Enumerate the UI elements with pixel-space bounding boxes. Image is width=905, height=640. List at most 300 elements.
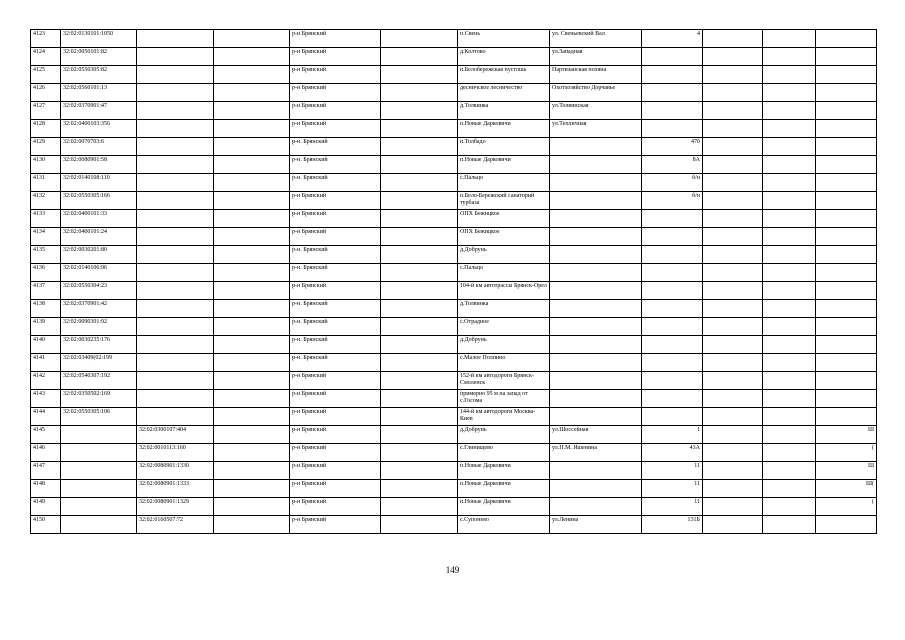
cell-house-number: 131Б	[642, 516, 703, 534]
cell-empty-col	[214, 426, 290, 444]
cell-cadastral-number-b: 32:02:0010113:160	[137, 444, 214, 462]
table-row	[31, 462, 877, 480]
cell-extra-col-2	[763, 354, 816, 372]
cell-empty-col	[214, 246, 290, 264]
cell-street	[550, 282, 642, 300]
cell-district: р-н. Брянский	[290, 174, 381, 192]
cell-house-number	[642, 372, 703, 390]
cell-empty-col-2	[381, 66, 458, 84]
cell-street: ул.П.М. Яшенина	[550, 444, 642, 462]
cell-cadastral-number-b	[137, 66, 214, 84]
cell-locality: д.Толвинка	[458, 102, 550, 120]
cell-district: р-н Брянский	[290, 84, 381, 102]
cell-extra-col-2	[763, 246, 816, 264]
cell-empty-col-2	[381, 300, 458, 318]
cell-house-number	[642, 300, 703, 318]
cell-street: Охотхозяйство Дорчавье	[550, 84, 642, 102]
cell-empty-col	[214, 372, 290, 390]
cell-extra-col-2	[763, 336, 816, 354]
cell-house-number	[642, 408, 703, 426]
cell-cadastral-number-a: 32:02:0030201:80	[61, 246, 137, 264]
cell-extra-col-1	[703, 372, 763, 390]
cell-cadastral-number-a: 32:02:0560101:13	[61, 84, 137, 102]
cell-house-number	[642, 66, 703, 84]
cell-extra-col-2	[763, 66, 816, 84]
cell-house-number	[642, 48, 703, 66]
cell-district: р-н Брянский	[290, 102, 381, 120]
table-row	[31, 246, 877, 264]
cell-street	[550, 174, 642, 192]
cell-extra-col-3	[816, 282, 877, 300]
cell-row-number: 4128	[31, 120, 61, 138]
cell-district: р-н. Брянский	[290, 264, 381, 282]
cell-locality: десничское лесничество	[458, 84, 550, 102]
cell-row-number: 4130	[31, 156, 61, 174]
table-row	[31, 84, 877, 102]
cell-row-number: 4140	[31, 336, 61, 354]
cell-empty-col	[214, 318, 290, 336]
cell-district: р-н Брянский	[290, 30, 381, 48]
cell-cadastral-number-b	[137, 282, 214, 300]
cell-empty-col	[214, 516, 290, 534]
cell-cadastral-number-a: 32:02:0030235:176	[61, 336, 137, 354]
cell-empty-col	[214, 264, 290, 282]
cell-cadastral-number-a: 32:02:0140106:96	[61, 264, 137, 282]
cell-cadastral-number-a: 32:02:0400101:24	[61, 228, 137, 246]
cell-empty-col-2	[381, 516, 458, 534]
cell-house-number: б/н	[642, 174, 703, 192]
cell-extra-col-3	[816, 264, 877, 282]
cell-house-number: 8А	[642, 156, 703, 174]
cell-extra-col-3: (	[816, 444, 877, 462]
cell-row-number: 4142	[31, 372, 61, 390]
cell-empty-col	[214, 300, 290, 318]
cell-extra-col-3	[816, 354, 877, 372]
cell-extra-col-1	[703, 300, 763, 318]
cell-empty-col	[214, 282, 290, 300]
cell-extra-col-3	[816, 318, 877, 336]
cell-locality: п.Новые Дарковичи	[458, 462, 550, 480]
cell-extra-col-3	[816, 30, 877, 48]
cell-empty-col-2	[381, 444, 458, 462]
cell-empty-col-2	[381, 408, 458, 426]
cell-cadastral-number-a	[61, 498, 137, 516]
cell-extra-col-1	[703, 498, 763, 516]
cell-row-number: 4141	[31, 354, 61, 372]
cell-extra-col-3	[816, 372, 877, 390]
cell-row-number: 4137	[31, 282, 61, 300]
cell-extra-col-3	[816, 192, 877, 210]
cell-extra-col-2	[763, 462, 816, 480]
cell-extra-col-3	[816, 210, 877, 228]
cell-row-number: 4136	[31, 264, 61, 282]
table-row	[31, 282, 877, 300]
cell-cadastral-number-a: 32:02:0400103:356	[61, 120, 137, 138]
cell-house-number	[642, 102, 703, 120]
cell-row-number: 4148	[31, 480, 61, 498]
cell-house-number: 11	[642, 480, 703, 498]
cell-extra-col-1	[703, 264, 763, 282]
cell-extra-col-1	[703, 516, 763, 534]
cell-extra-col-2	[763, 480, 816, 498]
cell-extra-col-2	[763, 192, 816, 210]
cell-locality: примерно 95 м на запад от с.Госома	[458, 390, 550, 408]
cell-district: р-н. Брянский	[290, 156, 381, 174]
cell-row-number: 4132	[31, 192, 61, 210]
cell-extra-col-3	[816, 516, 877, 534]
cell-cadastral-number-a: 32:02:0130101:1050	[61, 30, 137, 48]
cell-extra-col-1	[703, 228, 763, 246]
cell-empty-col-2	[381, 390, 458, 408]
cell-empty-col-2	[381, 246, 458, 264]
cell-extra-col-1	[703, 246, 763, 264]
cell-cadastral-number-a: 32:02:0400101:33	[61, 210, 137, 228]
cell-extra-col-1	[703, 480, 763, 498]
cell-locality: с.Супонево	[458, 516, 550, 534]
cell-street	[550, 300, 642, 318]
cell-district: р-н. Брянский	[290, 300, 381, 318]
cell-house-number	[642, 282, 703, 300]
cell-empty-col	[214, 390, 290, 408]
cell-empty-col-2	[381, 462, 458, 480]
cell-locality: д.Колтово	[458, 48, 550, 66]
cell-row-number: 4134	[31, 228, 61, 246]
cell-empty-col	[214, 408, 290, 426]
table-row	[31, 30, 877, 48]
cell-extra-col-3	[816, 138, 877, 156]
cell-cadastral-number-a	[61, 426, 137, 444]
cell-street	[550, 138, 642, 156]
cell-house-number: 11	[642, 498, 703, 516]
cell-extra-col-1	[703, 462, 763, 480]
cell-empty-col	[214, 156, 290, 174]
cell-cadastral-number-b: 32:02:0080901:1333	[137, 480, 214, 498]
cell-cadastral-number-b	[137, 48, 214, 66]
cell-locality: ОПХ Бежицкое	[458, 210, 550, 228]
cell-cadastral-number-a: 32:02:0350502:169	[61, 390, 137, 408]
cell-cadastral-number-a	[61, 462, 137, 480]
cell-cadastral-number-b	[137, 246, 214, 264]
cell-street	[550, 480, 642, 498]
cell-district: р-н. Брянский	[290, 354, 381, 372]
cell-empty-col	[214, 48, 290, 66]
cell-street: ул.Шоссейная	[550, 426, 642, 444]
cell-extra-col-3	[816, 246, 877, 264]
table-row	[31, 390, 877, 408]
cell-extra-col-2	[763, 210, 816, 228]
cell-district: р-н. Брянский	[290, 246, 381, 264]
cell-cadastral-number-a: 32:02:0550304:23	[61, 282, 137, 300]
page-number: 149	[445, 565, 460, 575]
table-row	[31, 228, 877, 246]
cell-district: р-н Брянский	[290, 372, 381, 390]
cell-district: р-н Брянский	[290, 210, 381, 228]
cell-extra-col-2	[763, 408, 816, 426]
cell-street	[550, 408, 642, 426]
cell-extra-col-2	[763, 102, 816, 120]
table-row	[31, 48, 877, 66]
cell-empty-col-2	[381, 138, 458, 156]
table-row	[31, 516, 877, 534]
cell-extra-col-3	[816, 300, 877, 318]
cell-empty-col-2	[381, 426, 458, 444]
cell-empty-col-2	[381, 228, 458, 246]
cell-extra-col-1	[703, 210, 763, 228]
cell-street	[550, 246, 642, 264]
cell-street	[550, 390, 642, 408]
cell-cadastral-number-a: 32:02:0550305:82	[61, 66, 137, 84]
cell-empty-col-2	[381, 156, 458, 174]
cell-cadastral-number-a: 32:02:0370901:47	[61, 102, 137, 120]
table-row	[31, 480, 877, 498]
cell-cadastral-number-b	[137, 336, 214, 354]
cell-empty-col-2	[381, 372, 458, 390]
cell-row-number: 4129	[31, 138, 61, 156]
cell-street	[550, 156, 642, 174]
cell-district: р-н. Брянский	[290, 138, 381, 156]
cell-extra-col-2	[763, 48, 816, 66]
cell-row-number: 4143	[31, 390, 61, 408]
cell-cadastral-number-b	[137, 120, 214, 138]
cell-district: р-н Брянский	[290, 480, 381, 498]
cell-district: р-н Брянский	[290, 462, 381, 480]
cell-extra-col-3	[816, 408, 877, 426]
cell-extra-col-2	[763, 174, 816, 192]
cell-empty-col	[214, 462, 290, 480]
cell-row-number: 4138	[31, 300, 61, 318]
cell-cadastral-number-b	[137, 300, 214, 318]
cell-empty-col-2	[381, 192, 458, 210]
cell-cadastral-number-b	[137, 372, 214, 390]
cell-cadastral-number-b	[137, 318, 214, 336]
cell-empty-col	[214, 210, 290, 228]
cell-extra-col-2	[763, 498, 816, 516]
cell-extra-col-2	[763, 426, 816, 444]
cell-street	[550, 462, 642, 480]
cell-row-number: 4123	[31, 30, 61, 48]
cell-extra-col-1	[703, 390, 763, 408]
table-row	[31, 102, 877, 120]
cell-district: р-н Брянский	[290, 498, 381, 516]
cell-extra-col-1	[703, 444, 763, 462]
cell-cadastral-number-a: 32:02:0550305:166	[61, 192, 137, 210]
cell-extra-col-2	[763, 84, 816, 102]
table-row	[31, 66, 877, 84]
cell-locality: п.Новые Дарковичи	[458, 498, 550, 516]
cell-extra-col-3	[816, 228, 877, 246]
cell-locality: д.Добрунь	[458, 246, 550, 264]
cell-empty-col	[214, 66, 290, 84]
cell-house-number: 1	[642, 426, 703, 444]
cell-empty-col	[214, 84, 290, 102]
cell-empty-col-2	[381, 84, 458, 102]
cell-cadastral-number-b	[137, 84, 214, 102]
cell-cadastral-number-a: 32:02:0540307:192	[61, 372, 137, 390]
cell-empty-col	[214, 138, 290, 156]
cell-cadastral-number-b	[137, 228, 214, 246]
cell-house-number	[642, 354, 703, 372]
cell-house-number	[642, 390, 703, 408]
cell-empty-col	[214, 228, 290, 246]
cell-row-number: 4139	[31, 318, 61, 336]
cell-row-number: 4135	[31, 246, 61, 264]
cell-house-number	[642, 318, 703, 336]
table-row	[31, 264, 877, 282]
cell-house-number: 11	[642, 462, 703, 480]
cell-cadastral-number-b: 32:02:0080901:1330	[137, 462, 214, 480]
cell-street: ул.Ленина	[550, 516, 642, 534]
cell-cadastral-number-b: 32:02:0160507:72	[137, 516, 214, 534]
cell-row-number: 4150	[31, 516, 61, 534]
cell-empty-col-2	[381, 318, 458, 336]
cell-house-number	[642, 84, 703, 102]
cell-row-number: 4127	[31, 102, 61, 120]
table-row	[31, 300, 877, 318]
cell-extra-col-3	[816, 66, 877, 84]
cell-district: р-н Брянский	[290, 66, 381, 84]
cell-empty-col	[214, 30, 290, 48]
cell-house-number: б/н	[642, 192, 703, 210]
table-row	[31, 192, 877, 210]
cell-locality: п.Свень	[458, 30, 550, 48]
cell-extra-col-2	[763, 282, 816, 300]
cell-extra-col-3: Ш(	[816, 480, 877, 498]
cell-locality: с.Малое Полпино	[458, 354, 550, 372]
cell-extra-col-1	[703, 84, 763, 102]
cell-extra-col-2	[763, 372, 816, 390]
cell-house-number	[642, 210, 703, 228]
cell-empty-col-2	[381, 264, 458, 282]
cell-row-number: 4124	[31, 48, 61, 66]
table-row	[31, 120, 877, 138]
cell-cadastral-number-b	[137, 390, 214, 408]
cell-extra-col-2	[763, 30, 816, 48]
cell-district: р-н Брянский	[290, 390, 381, 408]
cell-district: р-н. Брянский	[290, 318, 381, 336]
cell-extra-col-1	[703, 408, 763, 426]
cell-district: р-н Брянский	[290, 282, 381, 300]
cell-locality: 152-й км автодороги Брянск-Смоленск	[458, 372, 550, 390]
cell-row-number: 4131	[31, 174, 61, 192]
cell-cadastral-number-b	[137, 408, 214, 426]
cell-cadastral-number-a: 32:02:0370901:42	[61, 300, 137, 318]
cell-cadastral-number-b	[137, 174, 214, 192]
cell-extra-col-1	[703, 336, 763, 354]
table-row	[31, 372, 877, 390]
cell-street	[550, 264, 642, 282]
cell-row-number: 4144	[31, 408, 61, 426]
cell-empty-col-2	[381, 30, 458, 48]
cell-empty-col-2	[381, 354, 458, 372]
cell-cadastral-number-a: 32:02:0050101:82	[61, 48, 137, 66]
cell-locality: п.Новые Дарковичи	[458, 480, 550, 498]
cell-street	[550, 336, 642, 354]
cell-extra-col-3	[816, 156, 877, 174]
cell-district: р-н Брянский	[290, 228, 381, 246]
cell-extra-col-2	[763, 390, 816, 408]
cell-cadastral-number-b	[137, 210, 214, 228]
cell-locality: д.Толвинка	[458, 300, 550, 318]
cell-district: р-н Брянский	[290, 192, 381, 210]
cell-district: р-н Брянский	[290, 444, 381, 462]
cell-row-number: 4145	[31, 426, 61, 444]
cell-locality: п.Бело-Бережский санаторий турбаза	[458, 192, 550, 210]
cell-extra-col-3	[816, 48, 877, 66]
cell-cadastral-number-a	[61, 480, 137, 498]
cell-row-number: 4133	[31, 210, 61, 228]
cell-extra-col-3: Ш	[816, 426, 877, 444]
cell-extra-col-3	[816, 336, 877, 354]
cell-extra-col-1	[703, 102, 763, 120]
cell-house-number	[642, 120, 703, 138]
cell-extra-col-3	[816, 120, 877, 138]
cell-extra-col-1	[703, 156, 763, 174]
cell-house-number: 4	[642, 30, 703, 48]
cell-extra-col-2	[763, 156, 816, 174]
table-row	[31, 354, 877, 372]
cell-extra-col-3	[816, 102, 877, 120]
cell-cadastral-number-a: 32:02:0140108:110	[61, 174, 137, 192]
cell-locality: 144-й км автодороги Москва-Киев	[458, 408, 550, 426]
cell-extra-col-2	[763, 138, 816, 156]
cell-street: ул.Толвинская	[550, 102, 642, 120]
cell-street: ул.Тепличная	[550, 120, 642, 138]
cell-empty-col-2	[381, 480, 458, 498]
cell-house-number	[642, 336, 703, 354]
cell-cadastral-number-b: 32:02:0300107:404	[137, 426, 214, 444]
cell-empty-col-2	[381, 48, 458, 66]
cell-street	[550, 318, 642, 336]
cell-district: р-н Брянский	[290, 426, 381, 444]
cell-street: ул.Западная	[550, 48, 642, 66]
cell-extra-col-2	[763, 318, 816, 336]
cell-locality: 104-й км автотрассы Брянск-Орел	[458, 282, 550, 300]
cell-extra-col-3: (	[816, 498, 877, 516]
cell-cadastral-number-a: 32:02:03409(02:199	[61, 354, 137, 372]
cell-cadastral-number-b	[137, 264, 214, 282]
cell-extra-col-1	[703, 174, 763, 192]
table-row	[31, 138, 877, 156]
table-row	[31, 210, 877, 228]
cell-district: р-н Брянский	[290, 408, 381, 426]
cell-extra-col-3	[816, 84, 877, 102]
table-row	[31, 408, 877, 426]
cell-house-number: 43А	[642, 444, 703, 462]
cell-empty-col-2	[381, 174, 458, 192]
cell-cadastral-number-b	[137, 30, 214, 48]
cell-row-number: 4146	[31, 444, 61, 462]
cell-extra-col-3	[816, 174, 877, 192]
cell-cadastral-number-a	[61, 444, 137, 462]
cell-locality: п.Белобережская пустошь	[458, 66, 550, 84]
cell-street	[550, 210, 642, 228]
cell-district: р-н Брянский	[290, 120, 381, 138]
cell-district: р-н Брянский	[290, 48, 381, 66]
cell-extra-col-1	[703, 426, 763, 444]
cell-house-number	[642, 246, 703, 264]
table-body	[31, 30, 877, 534]
cell-extra-col-1	[703, 48, 763, 66]
cell-street	[550, 354, 642, 372]
table-row	[31, 156, 877, 174]
cell-empty-col-2	[381, 102, 458, 120]
cell-empty-col-2	[381, 120, 458, 138]
cell-house-number	[642, 228, 703, 246]
cell-extra-col-1	[703, 318, 763, 336]
cell-locality: с.Отрадное	[458, 318, 550, 336]
cell-district: р-н Брянский	[290, 516, 381, 534]
cell-street: ул. Свеньевский Вал	[550, 30, 642, 48]
